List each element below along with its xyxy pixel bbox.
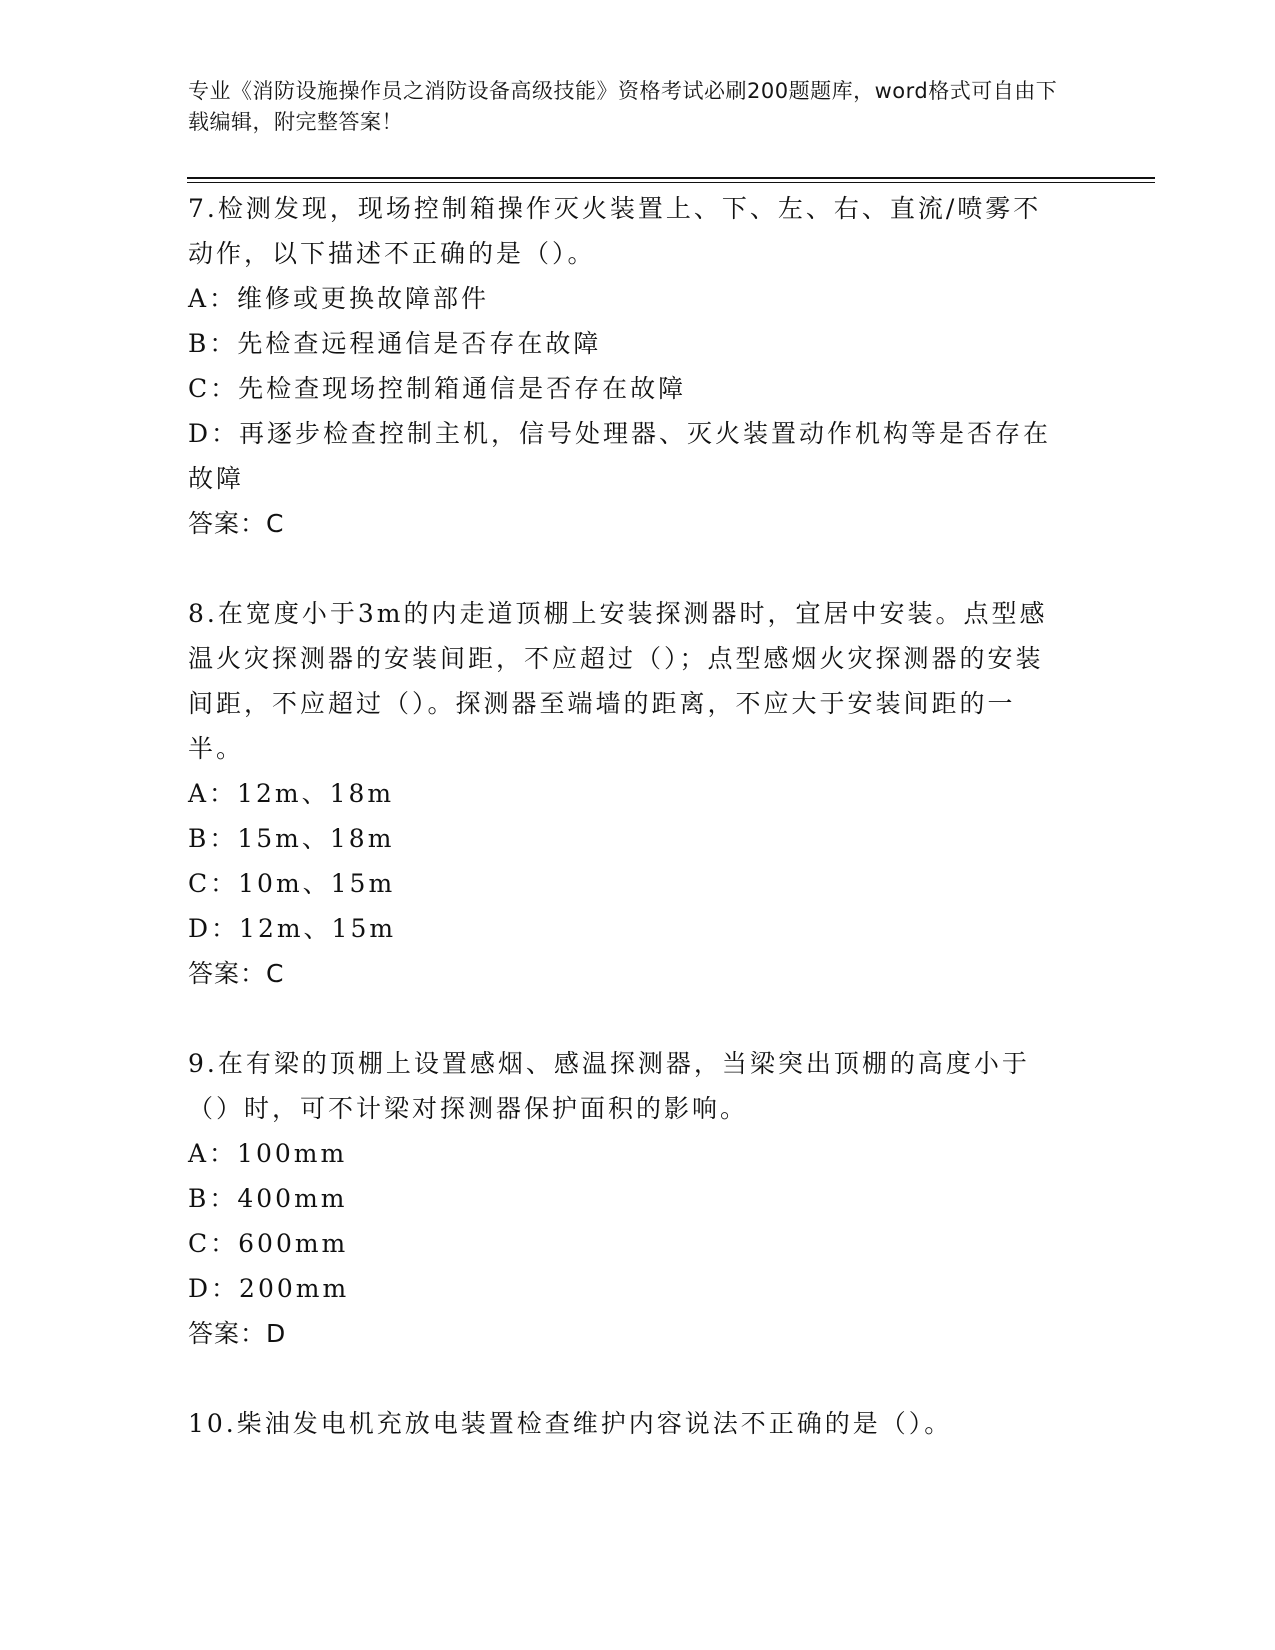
answer: 答案：D <box>188 1319 287 1348</box>
document-header: 专业《消防设施操作员之消防设备高级技能》资格考试必刷200题题库，word格式可自由下载编辑，附完整答案！ <box>188 79 1058 134</box>
option-d: D：12m、15m <box>188 914 397 943</box>
question-8 <box>188 591 1068 996</box>
option-b: B：先检查远程通信是否存在故障 <box>188 329 602 358</box>
question-text: 7.检测发现，现场控制箱操作灭火装置上、下、左、右、直流/喷雾不动作，以下描述不正确的是（）。 <box>188 194 1042 268</box>
header-rule-thin <box>187 182 1155 183</box>
question-9 <box>188 1041 1068 1356</box>
option-a: A：100mm <box>188 1139 348 1168</box>
option-c: C：600mm <box>188 1229 349 1258</box>
option-b: B：15m、18m <box>188 824 395 853</box>
option-a: A：维修或更换故障部件 <box>188 284 490 313</box>
header-rule-thick <box>187 177 1155 179</box>
question-list <box>188 186 1068 1446</box>
option-c: C：先检查现场控制箱通信是否存在故障 <box>188 374 687 403</box>
option-d: D：再逐步检查控制主机，信号处理器、灭火装置动作机构等是否存在故障 <box>188 419 1052 493</box>
option-d: D：200mm <box>188 1274 350 1303</box>
question-text: 10.柴油发电机充放电装置检查维护内容说法不正确的是（）。 <box>188 1409 953 1438</box>
question-text: 9.在有梁的顶棚上设置感烟、感温探测器，当梁突出顶棚的高度小于（）时，可不计梁对探测器保护面积的影响。 <box>188 1049 1030 1123</box>
question-10 <box>188 1401 1068 1446</box>
question-7 <box>188 186 1068 546</box>
option-a: A：12m、18m <box>188 779 395 808</box>
question-text: 8.在宽度小于3m的内走道顶棚上安装探测器时，宜居中安装。点型感温火灾探测器的安装间距，不应超过（）；点型感烟火灾探测器的安装间距，不应超过（）。探测器至端墙的距离，不应大于安装间距的一半。 <box>188 599 1048 763</box>
option-b: B：400mm <box>188 1184 348 1213</box>
answer: 答案：C <box>188 959 285 988</box>
answer: 答案：C <box>188 509 285 538</box>
option-c: C：10m、15m <box>188 869 396 898</box>
